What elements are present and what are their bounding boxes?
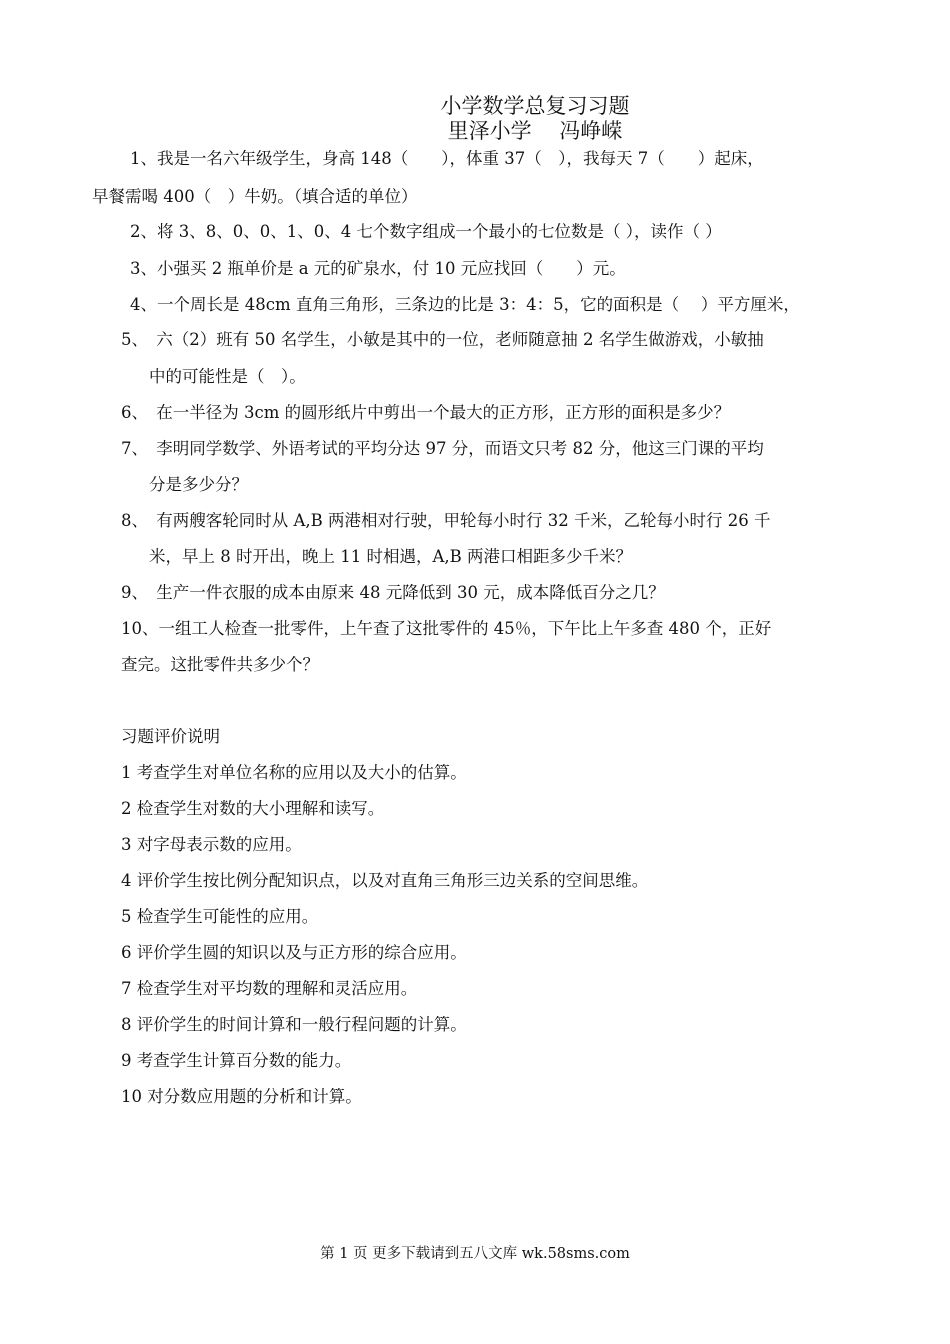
evaluation-heading: 习题评价说明 [121,727,220,746]
evaluation-item: 4 评价学生按比例分配知识点，以及对直角三角形三边关系的空间思维。 [121,871,649,890]
question-7-line-2: 分是多少分？ [149,475,248,494]
evaluation-item: 10 对分数应用题的分析和计算。 [121,1087,362,1106]
evaluation-item: 5 检查学生可能性的应用。 [121,907,319,926]
page-footer: 第 1 页 更多下载请到五八文库 wk.58sms.com [320,1246,630,1262]
question-6: 6、 在一半径为 3cm 的圆形纸片中剪出一个最大的正方形，正方形的面积是多少？ [121,403,731,422]
question-4: 4、一个周长是 48cm 直角三角形，三条边的比是 3：4：5，它的面积是（ ）平方厘米， [130,295,800,314]
document-author: 里泽小学 冯峥嵘 [447,119,623,143]
question-10-line-1: 10、一组工人检查一批零件，上午查了这批零件的 45％，下午比上午多查 480 个，正好 [121,619,772,638]
question-3: 3、小强买 2 瓶单价是 a 元的矿泉水，付 10 元应找回（ ）元。 [130,259,626,278]
question-7-line-1: 7、 李明同学数学、外语考试的平均分达 97 分，而语文只考 82 分，他这三门课的平均 [121,439,764,458]
question-1-line-1: 1、我是一名六年级学生，身高 148（ ），体重 37（ ），我每天 7（ ）起床， [130,149,764,168]
evaluation-item: 9 考查学生计算百分数的能力。 [121,1051,352,1070]
question-8-line-1: 8、 有两艘客轮同时从 A,B 两港相对行驶，甲轮每小时行 32 千米，乙轮每小时行 26 千 [121,511,771,530]
evaluation-item: 3 对字母表示数的应用。 [121,835,302,854]
question-10-line-2: 查完。这批零件共多少个？ [121,655,319,674]
evaluation-item: 1 考查学生对单位名称的应用以及大小的估算。 [121,763,467,782]
evaluation-item: 2 检查学生对数的大小理解和读写。 [121,799,385,818]
question-8-line-2: 米，早上 8 时开出，晚上 11 时相遇，A,B 两港口相距多少千米？ [149,547,633,566]
question-2: 2、将 3、8、0、0、1、0、4 七个数字组成一个最小的七位数是（ ），读作（ ） [130,222,722,241]
evaluation-item: 8 评价学生的时间计算和一般行程问题的计算。 [121,1015,467,1034]
evaluation-item: 6 评价学生圆的知识以及与正方形的综合应用。 [121,943,467,962]
evaluation-item: 7 检查学生对平均数的理解和灵活应用。 [121,979,418,998]
question-9: 9、 生产一件衣服的成本由原来 48 元降低到 30 元，成本降低百分之几？ [121,583,665,602]
question-5-line-1: 5、 六（2）班有 50 名学生，小敏是其中的一位，老师随意抽 2 名学生做游戏，小敏抽 [121,330,764,349]
document-title: 小学数学总复习习题 [440,94,630,118]
question-1-line-2: 早餐需喝 400（ ）牛奶。（填合适的单位） [92,187,418,206]
question-5-line-2: 中的可能性是（ ）。 [149,367,306,386]
